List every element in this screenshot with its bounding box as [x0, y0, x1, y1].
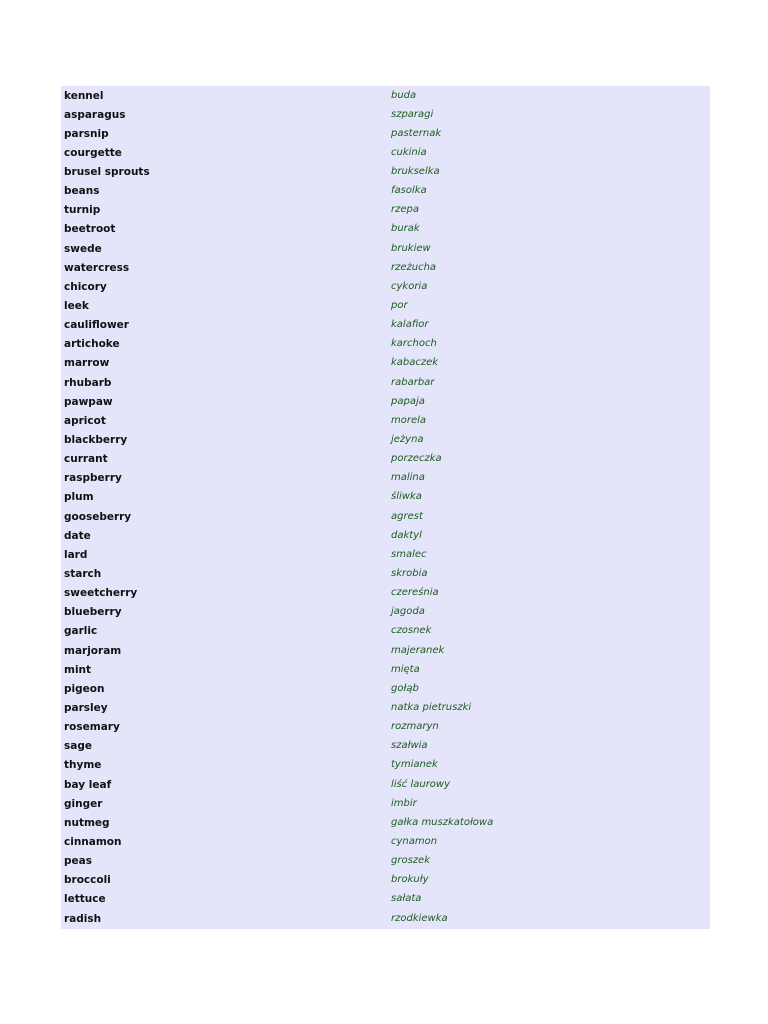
polish-translation: liść laurowy [391, 778, 451, 790]
polish-translation: jeżyna [391, 434, 424, 446]
polish-translation: cykoria [391, 280, 428, 292]
polish-translation: porzeczka [391, 453, 442, 465]
polish-translation: kalafior [391, 319, 429, 331]
english-term: parsley [64, 702, 108, 714]
vocabulary-row [61, 795, 710, 814]
polish-translation: rzepa [391, 204, 419, 216]
vocabulary-row [61, 852, 710, 871]
vocabulary-row [61, 106, 710, 125]
polish-translation: cynamon [391, 835, 438, 847]
polish-translation: rozmaryn [391, 721, 439, 733]
polish-translation: sałata [391, 893, 422, 905]
polish-translation: fasolka [391, 185, 427, 197]
vocabulary-row [61, 259, 710, 278]
vocabulary-row [61, 642, 710, 661]
polish-translation: rzeżucha [391, 261, 437, 273]
vocabulary-row [61, 278, 710, 297]
english-term: bay leaf [64, 778, 112, 791]
polish-translation: czosnek [391, 625, 432, 637]
vocabulary-row [61, 87, 710, 106]
english-term: radish [64, 912, 102, 925]
english-term: garlic [64, 625, 98, 638]
vocabulary-row [61, 890, 710, 909]
english-term: peas [64, 855, 92, 868]
english-term: nutmeg [64, 816, 110, 829]
vocabulary-row [61, 144, 710, 163]
polish-translation: agrest [391, 510, 423, 522]
polish-translation: brukselka [391, 166, 440, 178]
vocabulary-row [61, 776, 710, 795]
vocabulary-row [61, 393, 710, 412]
polish-translation: malina [391, 472, 425, 484]
vocabulary-row [61, 450, 710, 469]
vocabulary-row [61, 240, 710, 259]
vocabulary-row [61, 622, 710, 641]
polish-translation: śliwka [391, 491, 422, 503]
polish-translation: jagoda [391, 606, 425, 618]
english-term: blackberry [64, 434, 128, 447]
polish-translation: morela [391, 414, 427, 426]
polish-translation: gołąb [391, 682, 419, 694]
english-term: broccoli [64, 874, 111, 887]
vocabulary-row [61, 469, 710, 488]
english-term: kennel [64, 89, 104, 102]
english-term: courgette [64, 146, 122, 159]
english-term: gooseberry [64, 510, 132, 523]
vocabulary-row [61, 354, 710, 373]
vocabulary-row [61, 335, 710, 354]
polish-translation: majeranek [391, 644, 445, 656]
polish-translation: tymianek [391, 759, 438, 771]
english-term: turnip [64, 204, 101, 217]
vocabulary-row [61, 163, 710, 182]
polish-translation: groszek [391, 855, 430, 867]
vocabulary-row [61, 718, 710, 737]
english-term: cinnamon [64, 835, 122, 848]
vocabulary-row [61, 374, 710, 393]
english-term: sweetcherry [64, 587, 138, 600]
polish-translation: kabaczek [391, 357, 439, 369]
english-term: blueberry [64, 606, 122, 619]
english-term: marrow [64, 357, 110, 370]
vocabulary-row [61, 584, 710, 603]
polish-translation: brukiew [391, 242, 431, 254]
english-term: raspberry [64, 472, 122, 485]
english-term: brusel sprouts [64, 166, 150, 179]
english-term: mint [64, 663, 92, 676]
polish-translation: brokuły [391, 874, 429, 886]
vocabulary-row [61, 833, 710, 852]
vocabulary-row [61, 814, 710, 833]
english-term: watercress [64, 261, 130, 274]
polish-translation: smalec [391, 548, 427, 560]
vocabulary-row [61, 182, 710, 201]
vocabulary-row [61, 431, 710, 450]
polish-translation: szparagi [391, 108, 434, 120]
vocabulary-row [61, 488, 710, 507]
vocabulary-row [61, 871, 710, 890]
vocabulary-row [61, 412, 710, 431]
polish-translation: por [391, 300, 408, 312]
english-term: ginger [64, 797, 103, 810]
english-term: cauliflower [64, 319, 129, 332]
vocabulary-table [61, 86, 710, 929]
polish-translation: szałwia [391, 740, 428, 752]
english-term: swede [64, 242, 102, 255]
polish-translation: czereśnia [391, 587, 439, 599]
vocabulary-row [61, 220, 710, 239]
vocabulary-row [61, 680, 710, 699]
english-term: leek [64, 300, 89, 313]
english-term: beans [64, 185, 100, 198]
english-term: artichoke [64, 338, 120, 351]
english-term: lard [64, 548, 88, 561]
vocabulary-row [61, 910, 710, 929]
polish-translation: buda [391, 89, 417, 101]
vocabulary-row [61, 756, 710, 775]
vocabulary-row [61, 527, 710, 546]
english-term: sage [64, 740, 92, 753]
english-term: chicory [64, 280, 107, 293]
vocabulary-row [61, 737, 710, 756]
english-term: rhubarb [64, 376, 112, 389]
polish-translation: karchoch [391, 338, 437, 350]
polish-translation: cukinia [391, 146, 427, 158]
vocabulary-row [61, 201, 710, 220]
english-term: beetroot [64, 223, 116, 236]
english-term: date [64, 529, 91, 542]
polish-translation: gałka muszkatołowa [391, 816, 494, 828]
english-term: marjoram [64, 644, 122, 657]
polish-translation: mięta [391, 663, 420, 675]
english-term: lettuce [64, 893, 106, 906]
english-term: pawpaw [64, 395, 113, 408]
english-term: apricot [64, 414, 106, 427]
english-term: plum [64, 491, 94, 504]
vocabulary-row [61, 508, 710, 527]
polish-translation: imbir [391, 797, 417, 809]
polish-translation: pasternak [391, 127, 442, 139]
vocabulary-row [61, 125, 710, 144]
english-term: pigeon [64, 682, 105, 695]
polish-translation: papaja [391, 395, 425, 407]
vocabulary-row [61, 565, 710, 584]
polish-translation: burak [391, 223, 420, 235]
english-term: rosemary [64, 721, 120, 734]
polish-translation: rabarbar [391, 376, 435, 388]
english-term: starch [64, 568, 102, 581]
english-term: parsnip [64, 127, 109, 140]
polish-translation: skrobia [391, 568, 428, 580]
polish-translation: rzodkiewka [391, 912, 448, 924]
english-term: thyme [64, 759, 102, 772]
polish-translation: natka pietruszki [391, 702, 472, 713]
vocabulary-row [61, 297, 710, 316]
english-term: asparagus [64, 108, 126, 121]
english-term: currant [64, 453, 108, 466]
vocabulary-row [61, 603, 710, 622]
vocabulary-row [61, 661, 710, 680]
vocabulary-row [61, 546, 710, 565]
vocabulary-row [61, 699, 710, 718]
polish-translation: daktyl [391, 529, 422, 541]
vocabulary-row [61, 316, 710, 335]
